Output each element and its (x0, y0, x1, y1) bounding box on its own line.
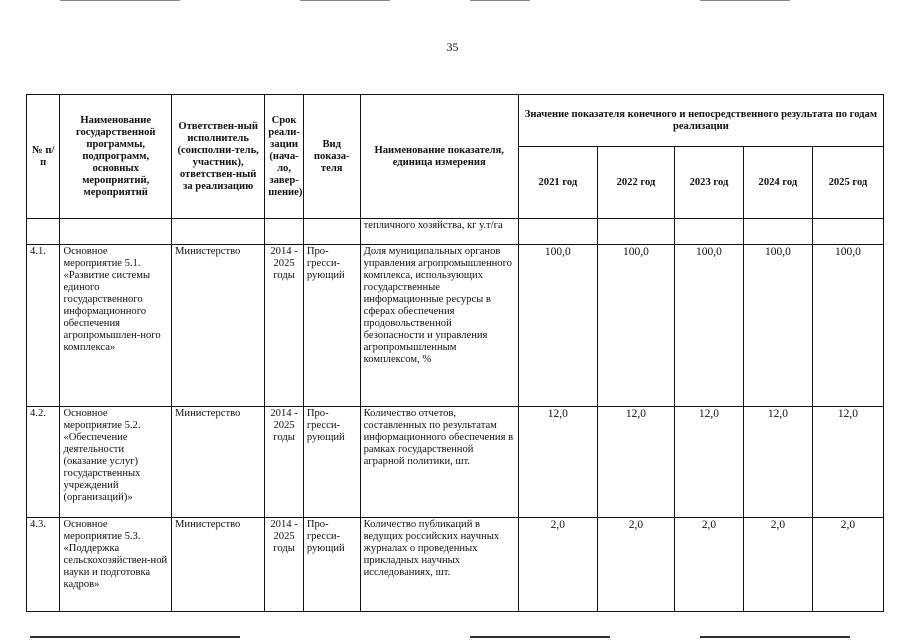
row-number: 4.2. (27, 407, 60, 518)
page-number: 35 (446, 40, 459, 54)
value-2022: 12,0 (597, 407, 674, 518)
indicator-name: Количество отчетов, составленных по результатам информационного обеспечения в рамках государственной аграрной политики, шт. (360, 407, 518, 518)
indicator-kind: Про-гресси-рующий (303, 245, 360, 407)
value-2025: 12,0 (812, 407, 883, 518)
header-year: 2023 год (674, 147, 743, 219)
indicators-table (26, 94, 884, 612)
header-indicator: Наименование показателя, единица измерения (360, 95, 518, 219)
table-row (27, 245, 884, 407)
cell-empty (812, 219, 883, 245)
value-2023: 100,0 (674, 245, 743, 407)
value-2022: 100,0 (597, 245, 674, 407)
executor: Министерство (172, 407, 265, 518)
scan-bottom-edge (0, 634, 905, 640)
header-executor: Ответствен-ный исполнитель (соисполни-тель, участник), ответствен-ный за реализацию (172, 95, 265, 219)
value-2021: 12,0 (518, 407, 597, 518)
value-2024: 12,0 (743, 407, 812, 518)
header-values-group: Значение показателя конечного и непосредственного результата по годам реализации (518, 95, 883, 147)
header-year: 2024 год (743, 147, 812, 219)
executor: Министерство (172, 518, 265, 612)
header-name: Наименование государственной программы, подпрограмм, основных мероприятий, мероприятий (60, 95, 172, 219)
continuation-row (27, 219, 884, 245)
term: 2014 - 2025 годы (265, 407, 304, 518)
header-row-1 (27, 95, 884, 147)
cell-empty (303, 219, 360, 245)
cell-empty (518, 219, 597, 245)
value-2021: 100,0 (518, 245, 597, 407)
table-row (27, 407, 884, 518)
cell-empty (27, 219, 60, 245)
activity-name: Основное мероприятие 5.3. «Поддержка сельскохозяйствен-ной науки и подготовка кадров» (60, 518, 172, 612)
cell-empty (265, 219, 304, 245)
indicator-name: Количество публикаций в ведущих российских научных журналах о проведенных прикладных научных исследованиях, шт. (360, 518, 518, 612)
executor: Министерство (172, 245, 265, 407)
row-number: 4.1. (27, 245, 60, 407)
value-2024: 100,0 (743, 245, 812, 407)
cell-empty (743, 219, 812, 245)
header-term: Срок реали-зации (нача-ло, завер-шение) (265, 95, 304, 219)
activity-name: Основное мероприятие 5.1. «Развитие системы единого государственного информационного обеспечения агропромышлен-ного комплекса» (60, 245, 172, 407)
indicator-kind: Про-гресси-рующий (303, 407, 360, 518)
cell-empty (674, 219, 743, 245)
value-2025: 100,0 (812, 245, 883, 407)
scan-top-edge (0, 0, 905, 2)
header-year: 2021 год (518, 147, 597, 219)
table-row (27, 518, 884, 612)
cell-empty (60, 219, 172, 245)
header-year: 2022 год (597, 147, 674, 219)
term: 2014 - 2025 годы (265, 245, 304, 407)
indicator-name: Доля муниципальных органов управления агропромышленного комплекса, использующих государственные информационные ресурсы в сферах обеспечения продовольственной безопасности и управления агропромышленным комплексом, % (360, 245, 518, 407)
value-2025: 2,0 (812, 518, 883, 612)
value-2023: 12,0 (674, 407, 743, 518)
header-num: № п/п (27, 95, 60, 219)
value-2023: 2,0 (674, 518, 743, 612)
header-year: 2025 год (812, 147, 883, 219)
value-2021: 2,0 (518, 518, 597, 612)
value-2022: 2,0 (597, 518, 674, 612)
cell-empty (172, 219, 265, 245)
continuation-indicator: тепличного хозяйства, кг у.т/га (360, 219, 518, 245)
header-kind: Вид показа-теля (303, 95, 360, 219)
value-2024: 2,0 (743, 518, 812, 612)
indicator-kind: Про-гресси-рующий (303, 518, 360, 612)
activity-name: Основное мероприятие 5.2. «Обеспечение деятельности (оказание услуг) государственных учреждений (организаций)» (60, 407, 172, 518)
term: 2014 - 2025 годы (265, 518, 304, 612)
row-number: 4.3. (27, 518, 60, 612)
cell-empty (597, 219, 674, 245)
